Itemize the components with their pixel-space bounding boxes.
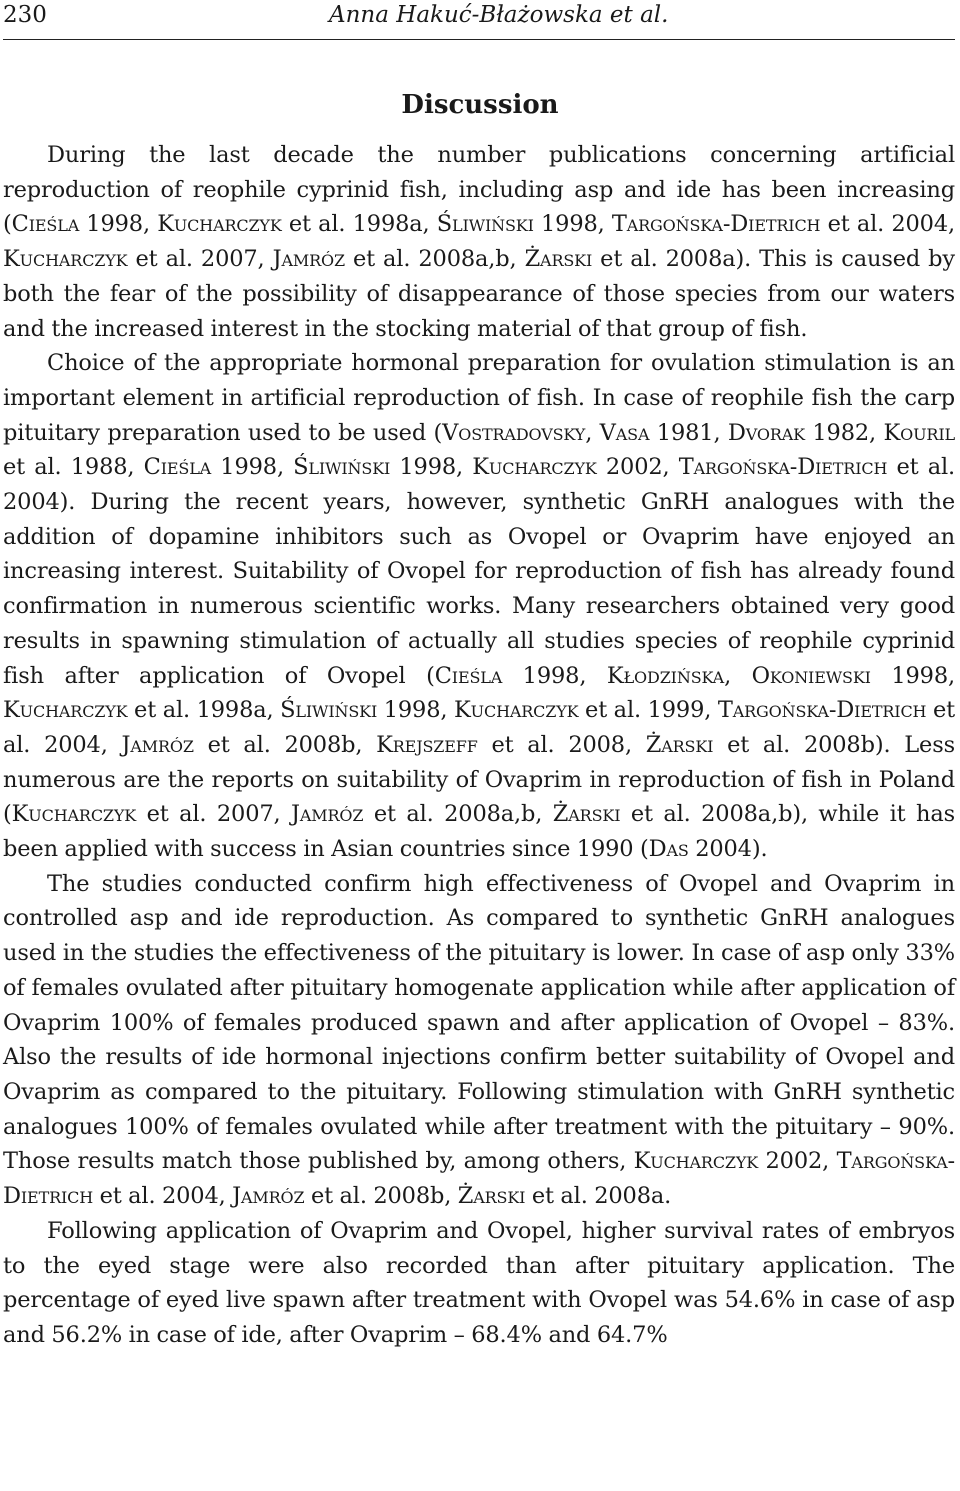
cited-author: Das: [648, 836, 689, 863]
paragraph-1: During the last decade the number publications concerning artificial reproduction of reophile cyprinid fish, including asp and ide has been increasing (Cieśla 1998, Kucharczyk et al. 1998a, Śliwiński 1998, Targońska-Dietrich et al. 2004, Kucharczyk et al. 2007, Jamróz et al. 2008a,b, Żarski et al. 2008a). This is caused by both the fear of the possibility of disappearance of those species from our waters and the increased interest in the stocking material of that group of fish.: [3, 142, 956, 342]
cited-author: Cieśla: [434, 662, 503, 689]
cited-author: Jamróz: [272, 246, 345, 273]
cited-author: Śliwiński: [436, 211, 534, 238]
cited-author: Żarski: [457, 1183, 526, 1210]
discussion-body: [3, 138, 955, 1353]
cited-author: Jamróz: [291, 801, 364, 828]
paragraph-3: The studies conducted confirm high effectiveness of Ovopel and Ovaprim in controlled asp and ide reproduction. As compared to synthetic GnRH analogues used in the studies the effectiveness of the pituitary is lower. In case of asp only 33% of females ovulated after pituitary homogenate application while after application of Ovaprim 100% of females produced spawn and after application of Ovopel – 83%. Also the results of ide hormonal injections confirm better suitability of Ovopel and Ovaprim as compared to the pituitary. Following stimulation with GnRH synthetic analogues 100% of females ovulated while after treatment with the pituitary – 90%. Those results match those published by, among others, Kucharczyk 2002, Targońska-Dietrich et al. 2004, Jamróz et al. 2008b, Żarski et al. 2008a.: [3, 870, 955, 1210]
cited-author: Kucharczyk: [453, 697, 579, 724]
cited-author: Krejszeff: [376, 731, 478, 758]
paragraph-4: Following application of Ovaprim and Ovopel, higher survival rates of embryos to the eyed stage were also recorded than after pituitary application. The percentage of eyed live spawn after treatment with Ovopel was 54.6% in case of asp and 56.2% in case of ide, after Ovaprim – 68.4% and 64.7%: [3, 1217, 955, 1348]
cited-author: Targońska-Dietrich: [678, 454, 888, 481]
cited-author: Jamróz: [232, 1183, 305, 1210]
cited-author: Śliwiński: [293, 454, 391, 481]
cited-author: Targońska-Dietrich: [611, 211, 821, 238]
cited-author: Kucharczyk: [633, 1148, 759, 1175]
cited-author: Kłodzińska: [606, 662, 725, 689]
page-number: 230: [3, 2, 47, 28]
cited-author: Dvorak: [727, 419, 805, 446]
cited-author: Vasa: [599, 419, 650, 446]
cited-author: Kouril: [883, 419, 955, 446]
cited-author: Okoniewski: [751, 662, 871, 689]
page-header: [3, 0, 955, 40]
cited-author: Żarski: [524, 246, 593, 273]
cited-author: Vostradovsky: [442, 419, 586, 446]
cited-author: Cieśla: [143, 454, 212, 481]
cited-author: Śliwiński: [280, 697, 378, 724]
cited-author: Jamróz: [121, 731, 194, 758]
cited-author: Kucharczyk: [3, 697, 128, 724]
cited-author: Kucharczyk: [157, 211, 282, 238]
cited-author: Żarski: [645, 731, 714, 758]
cited-author: Targońska-Dietrich: [717, 697, 927, 724]
paragraph-2: Choice of the appropriate hormonal preparation for ovulation stimulation is an important element in artificial reproduction of fish. In case of reophile fish the carp pituitary preparation used to be used (Vostradovsky, Vasa 1981, Dvorak 1982, Kouril et al. 1988, Cieśla 1998, Śliwiński 1998, Kucharczyk 2002, Targońska-Dietrich et al. 2004). During the recent years, however, synthetic GnRH analogues with the addition of dopamine inhibitors such as Ovopel or Ovaprim have enjoyed an increasing interest. Suitability of Ovopel for reproduction of fish has already found confirmation in numerous scientific works. Many researchers obtained very good results in spawning stimulation of actually all studies species of reophile cyprinid fish after application of Ovopel (Cieśla 1998, Kłodzińska, Okoniewski 1998, Kucharczyk et al. 1998a, Śliwiński 1998, Kucharczyk et al. 1999, Targońska-Dietrich et al. 2004, Jamróz et al. 2008b, Krejszeff et al. 2008, Żarski et al. 2008b). Less numerous are the reports on suitability of Ovaprim in reproduction of fish in Poland (Kucharczyk et al. 2007, Jamróz et al. 2008a,b, Żarski et al. 2008a,b), while it has been applied with success in Asian countries since 1990 (Das 2004).: [3, 350, 956, 863]
cited-author: Kucharczyk: [472, 454, 597, 481]
cited-author: Żarski: [552, 801, 621, 828]
cited-author: Targońska-Dietrich: [3, 1148, 955, 1210]
cited-author: Kucharczyk: [11, 801, 137, 828]
running-head: Anna Hakuć-Błażowska et al.: [329, 2, 669, 28]
cited-author: Kucharczyk: [3, 246, 128, 273]
section-title: Discussion: [401, 89, 559, 120]
cited-author: Cieśla: [11, 211, 80, 238]
